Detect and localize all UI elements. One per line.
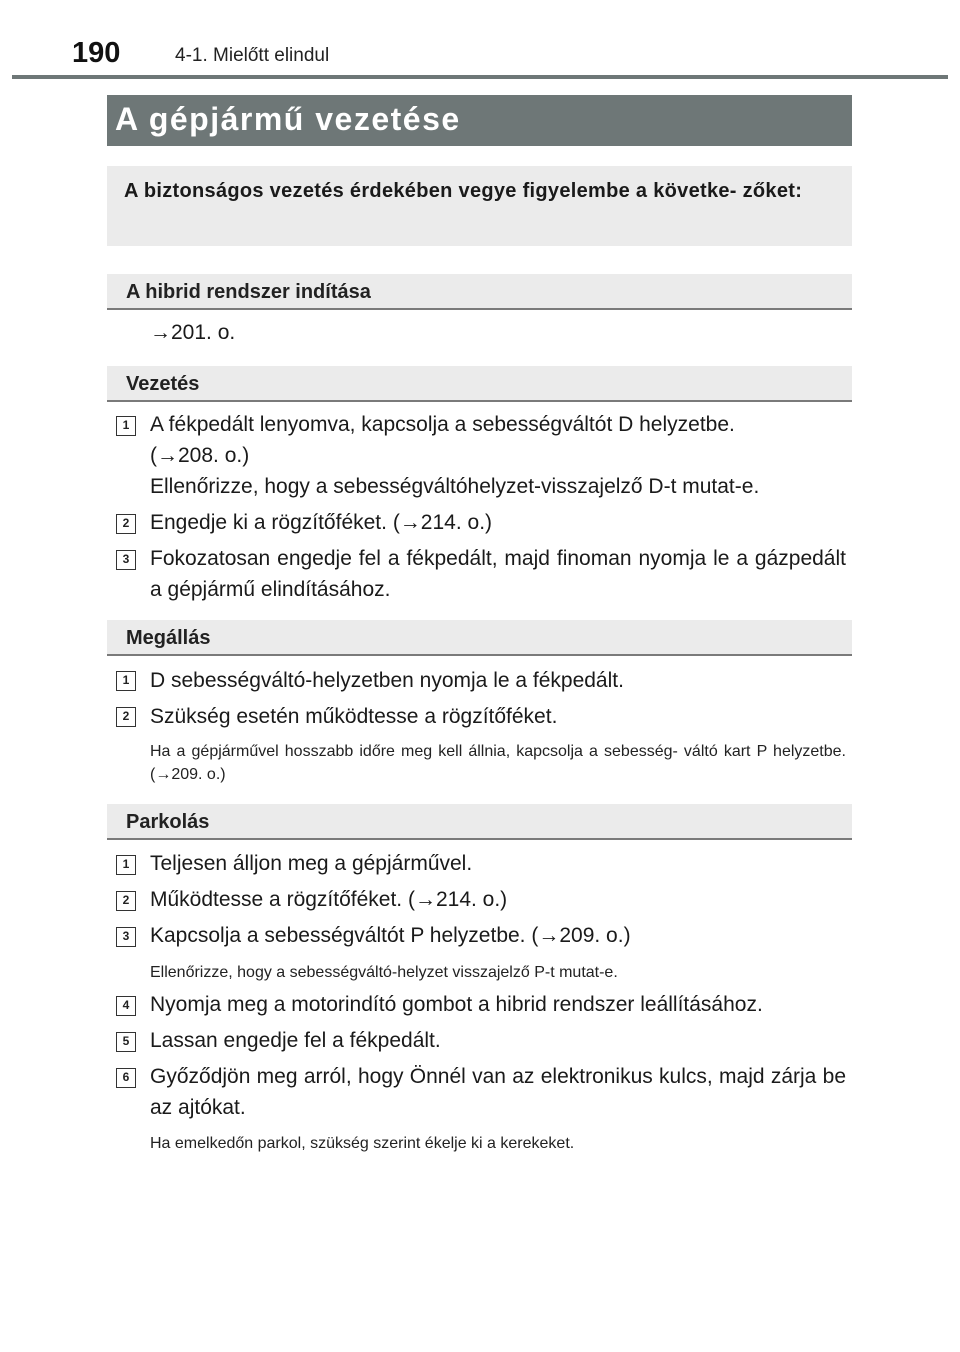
note-text: Ha a gépjárművel hosszabb időre meg kell állnia, kapcsolja a sebesség- váltó kart P helyzetbe. (→209. o.) bbox=[150, 743, 846, 783]
step-badge: 2 bbox=[116, 891, 136, 911]
step-text: Fokozatosan engedje fel a fékpedált, majd finoman nyomja le a gázpedált a gépjármű elindításához. bbox=[150, 547, 846, 601]
page-number: 190 bbox=[72, 37, 121, 69]
step-badge: 3 bbox=[116, 927, 136, 947]
step-text: Működtesse a rögzítőféket. (→214. o.) bbox=[150, 888, 508, 911]
section-heading-driving: Vezetés bbox=[107, 366, 852, 402]
step-badge: 5 bbox=[116, 1032, 136, 1052]
intro-box: A biztonságos vezetés érdekében vegye figyelembe a követke- zőket: bbox=[107, 166, 852, 246]
page-title: A gépjármű vezetése bbox=[107, 95, 852, 146]
step-text-ref: (→208. o.) bbox=[150, 444, 250, 467]
step-badge: 3 bbox=[116, 550, 136, 570]
step-text-check: Ellenőrizze, hogy a sebességváltóhelyzet-visszajelző D-t mutat-e. bbox=[150, 475, 760, 498]
note-text: Ha emelkedőn parkol, szükség szerint ékelje ki a kerekeket. bbox=[150, 1135, 575, 1152]
step-badge: 6 bbox=[116, 1068, 136, 1088]
step-badge: 1 bbox=[116, 855, 136, 875]
header-rule bbox=[12, 75, 948, 79]
section-heading-start: A hibrid rendszer indítása bbox=[107, 274, 852, 310]
step-text: Lassan engedje fel a fékpedált. bbox=[150, 1029, 441, 1052]
section-heading-stopping: Megállás bbox=[107, 620, 852, 656]
step-badge: 2 bbox=[116, 514, 136, 534]
step-text: Teljesen álljon meg a gépjárművel. bbox=[150, 852, 473, 875]
step-text: Engedje ki a rögzítőféket. (→214. o.) bbox=[150, 511, 493, 534]
step-text: Győződjön meg arról, hogy Önnél van az elektronikus kulcs, majd zárja be az ajtókat. bbox=[150, 1065, 846, 1119]
step-text: D sebességváltó-helyzetben nyomja le a fékpedált. bbox=[150, 669, 624, 692]
note-text: Ellenőrizze, hogy a sebességváltó-helyzet visszajelző P-t mutat-e. bbox=[150, 964, 618, 981]
start-page-ref: →201. o. bbox=[150, 321, 236, 344]
step-text: Kapcsolja a sebességváltót P helyzetbe. (→209. o.) bbox=[150, 924, 631, 947]
chapter-title: 4-1. Mielőtt elindul bbox=[175, 45, 330, 66]
step-badge: 1 bbox=[116, 416, 136, 436]
step-badge: 4 bbox=[116, 996, 136, 1016]
step-badge: 2 bbox=[116, 707, 136, 727]
step-text: Szükség esetén működtesse a rögzítőféket. bbox=[150, 705, 558, 728]
step-text: A fékpedált lenyomva, kapcsolja a sebességváltót D helyzetbe. bbox=[150, 413, 735, 436]
section-heading-parking: Parkolás bbox=[107, 804, 852, 840]
step-text: Nyomja meg a motorindító gombot a hibrid rendszer leállításához. bbox=[150, 993, 763, 1016]
step-badge: 1 bbox=[116, 671, 136, 691]
